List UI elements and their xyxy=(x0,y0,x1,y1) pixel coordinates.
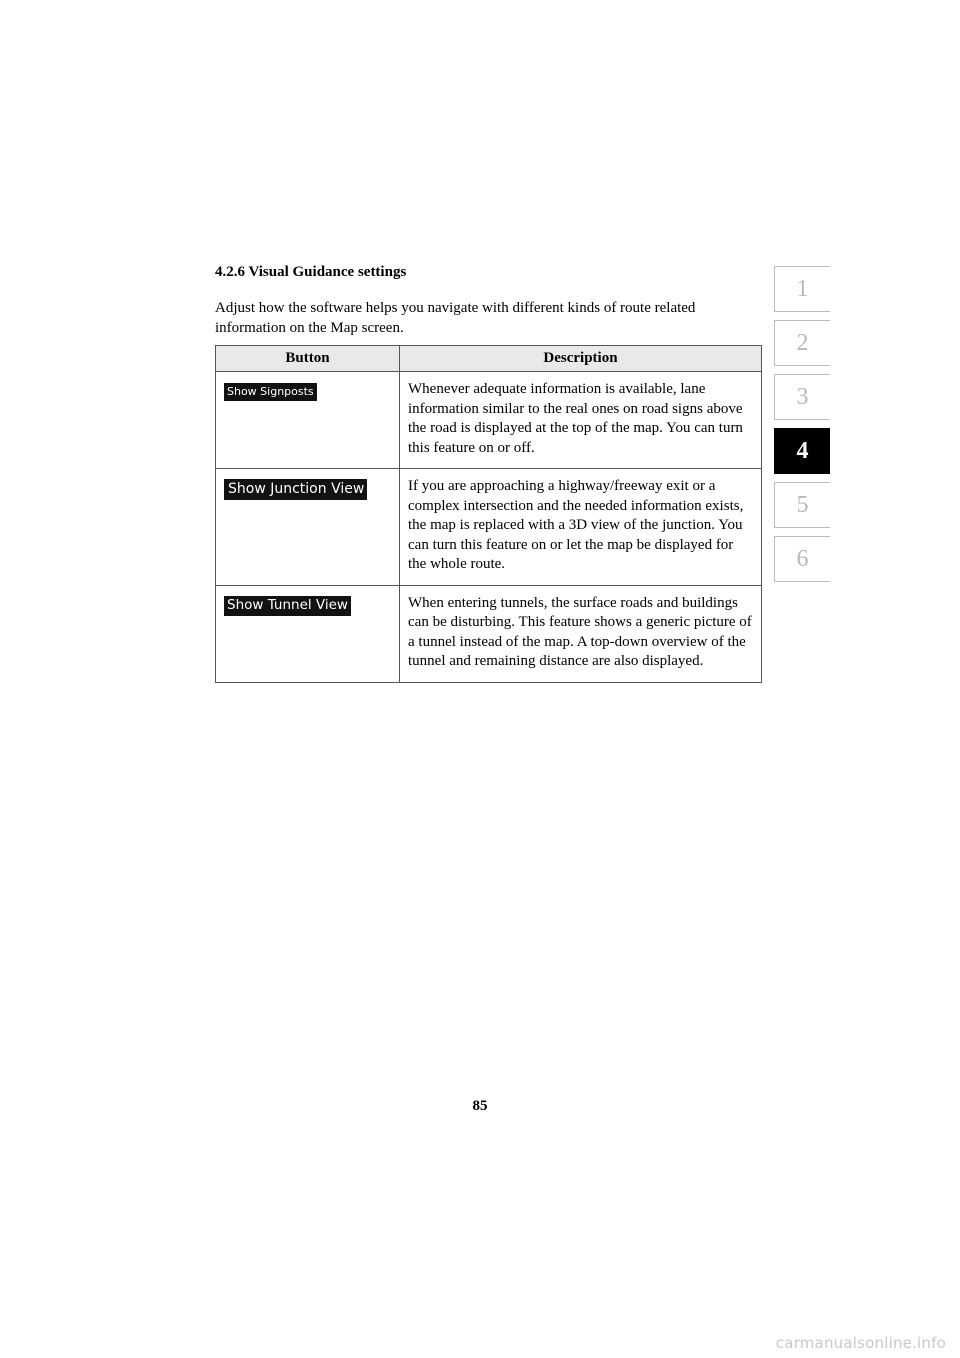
chapter-tab-1[interactable]: 1 xyxy=(774,266,830,312)
button-cell xyxy=(216,469,400,586)
button-cell xyxy=(216,372,400,469)
chapter-tab-2[interactable]: 2 xyxy=(774,320,830,366)
chapter-tab-6[interactable]: 6 xyxy=(774,536,830,582)
show-junction-view-button: Show Junction View xyxy=(224,479,367,500)
intro-paragraph: Adjust how the software helps you navigate with different kinds of route related information on the Map screen. xyxy=(215,300,696,336)
page-number: 85 xyxy=(472,1098,488,1114)
table-row xyxy=(216,469,762,586)
settings-table xyxy=(215,345,762,683)
section-heading: 4.2.6 Visual Guidance settings xyxy=(215,264,407,280)
table-row xyxy=(216,372,762,469)
show-signposts-button: Show Signposts xyxy=(224,383,317,401)
show-tunnel-view-button: Show Tunnel View xyxy=(224,596,351,617)
button-cell xyxy=(216,585,400,682)
chapter-tab-3[interactable]: 3 xyxy=(774,374,830,420)
header-description: Description xyxy=(400,346,762,372)
watermark: carmanualsonline.info xyxy=(775,1334,946,1352)
table-row xyxy=(216,585,762,682)
description-cell: When entering tunnels, the surface roads and buildings can be disturbing. This feature shows a generic picture of a tunnel instead of the map. A top-down overview of the tunnel and remaining distance are also displayed. xyxy=(400,585,762,682)
chapter-tab-4-active[interactable]: 4 xyxy=(774,428,830,474)
table-header-row xyxy=(216,346,762,372)
description-cell: If you are approaching a highway/freeway exit or a complex intersection and the needed information exists, the map is replaced with a 3D view of the junction. You can turn this feature on or let the map be displayed for the whole route. xyxy=(400,469,762,586)
description-cell: Whenever adequate information is available, lane information similar to the real ones on road signs above the road is displayed at the top of the map. You can turn this feature on or off. xyxy=(400,372,762,469)
chapter-tabs xyxy=(774,266,830,590)
header-button: Button xyxy=(216,346,400,372)
chapter-tab-5[interactable]: 5 xyxy=(774,482,830,528)
